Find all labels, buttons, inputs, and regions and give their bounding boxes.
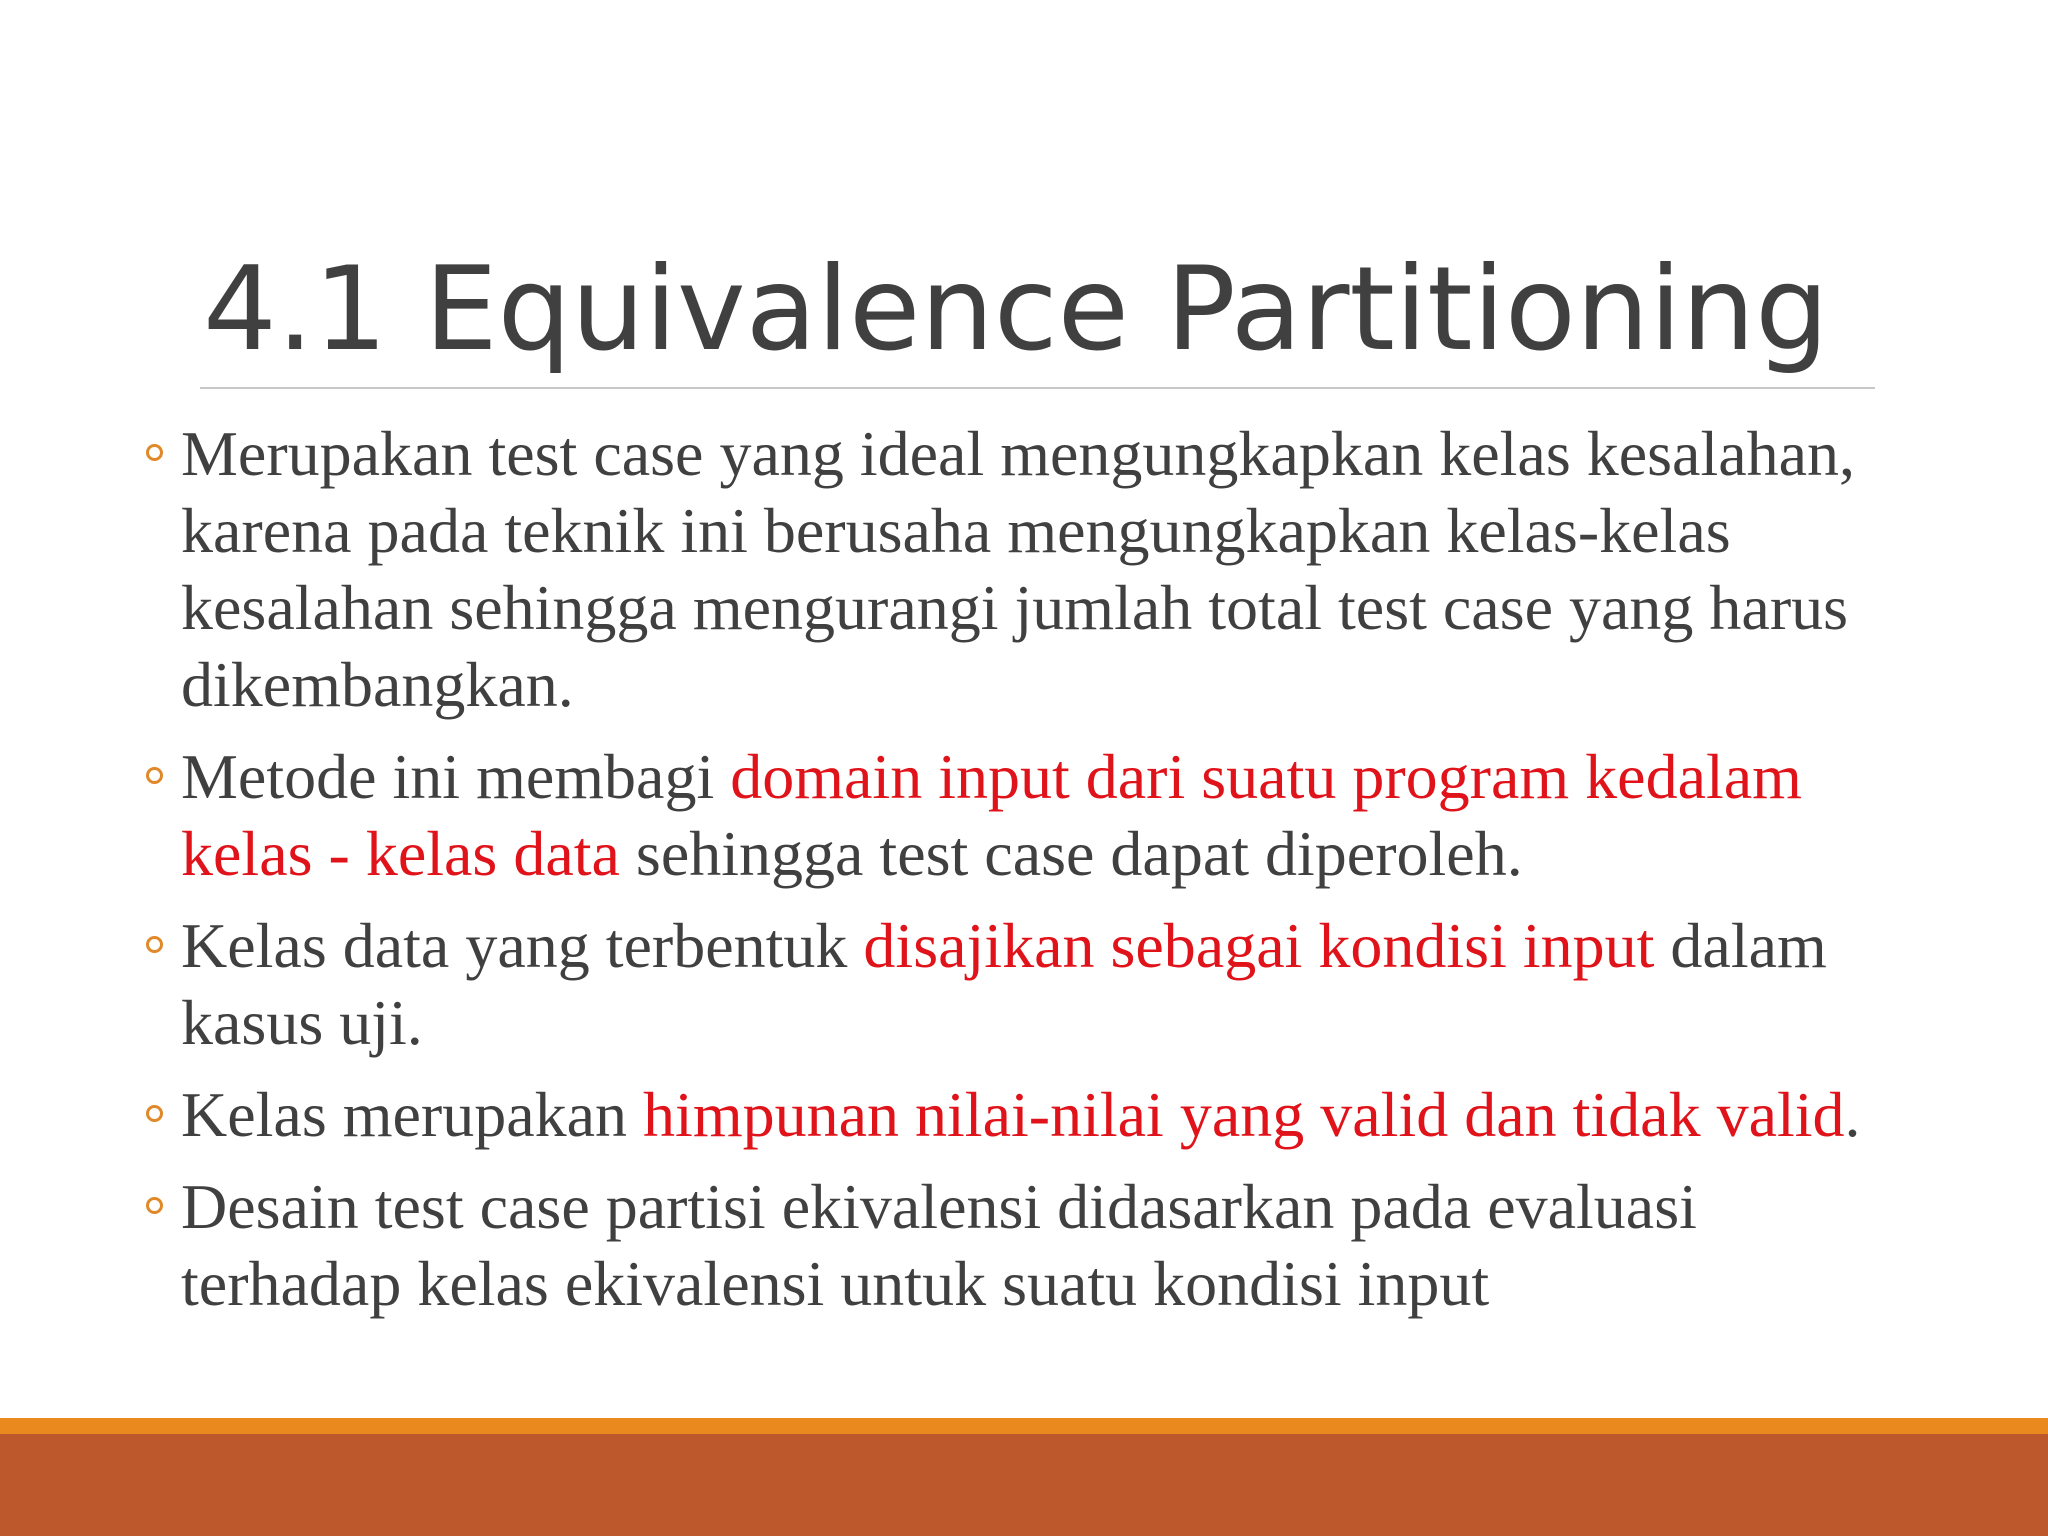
bullet-item: [140, 907, 1900, 1061]
title-divider: [200, 387, 1875, 389]
bullet-text: Kelas merupakan: [181, 1079, 644, 1150]
bullet-text: Metode ini membagi: [181, 741, 731, 812]
bullet-text: Desain test case partisi ekivalensi didasarkan pada evaluasi terhadap kelas ekivalensi untuk suatu kondisi input: [181, 1171, 1697, 1319]
footer-bar: [0, 1434, 2048, 1536]
bullet-item: [140, 1076, 1900, 1153]
circle-bullet-icon: [146, 1197, 163, 1214]
bullet-item: [140, 1168, 1900, 1322]
bullet-text: .: [1844, 1079, 1861, 1150]
highlighted-text: himpunan nilai-nilai yang valid dan tidak valid: [643, 1079, 1845, 1150]
circle-bullet-icon: [146, 1105, 163, 1122]
bullet-list: [140, 415, 1900, 1337]
bullet-text: Kelas data yang terbentuk: [181, 910, 864, 981]
slide-title: 4.1 Equivalence Partitioning: [203, 242, 1829, 377]
highlighted-text: domain input dari suatu program kedalam kelas - kelas data: [181, 741, 1802, 889]
circle-bullet-icon: [146, 444, 163, 461]
bullet-text: Merupakan test case yang ideal mengungkapkan kelas kesalahan, karena pada teknik ini berusaha mengungkapkan kelas-kelas kesalahan sehingga mengurangi jumlah total test case yang harus dikembangkan.: [181, 418, 1856, 720]
bullet-item: [140, 738, 1900, 892]
highlighted-text: disajikan sebagai kondisi input: [863, 910, 1655, 981]
circle-bullet-icon: [146, 767, 163, 784]
bullet-text: sehingga test case dapat diperoleh.: [619, 818, 1523, 889]
bullet-item: [140, 415, 1900, 723]
footer-accent-bar: [0, 1418, 2048, 1434]
bullet-text: dalam kasus uji.: [181, 910, 1827, 1058]
circle-bullet-icon: [146, 936, 163, 953]
